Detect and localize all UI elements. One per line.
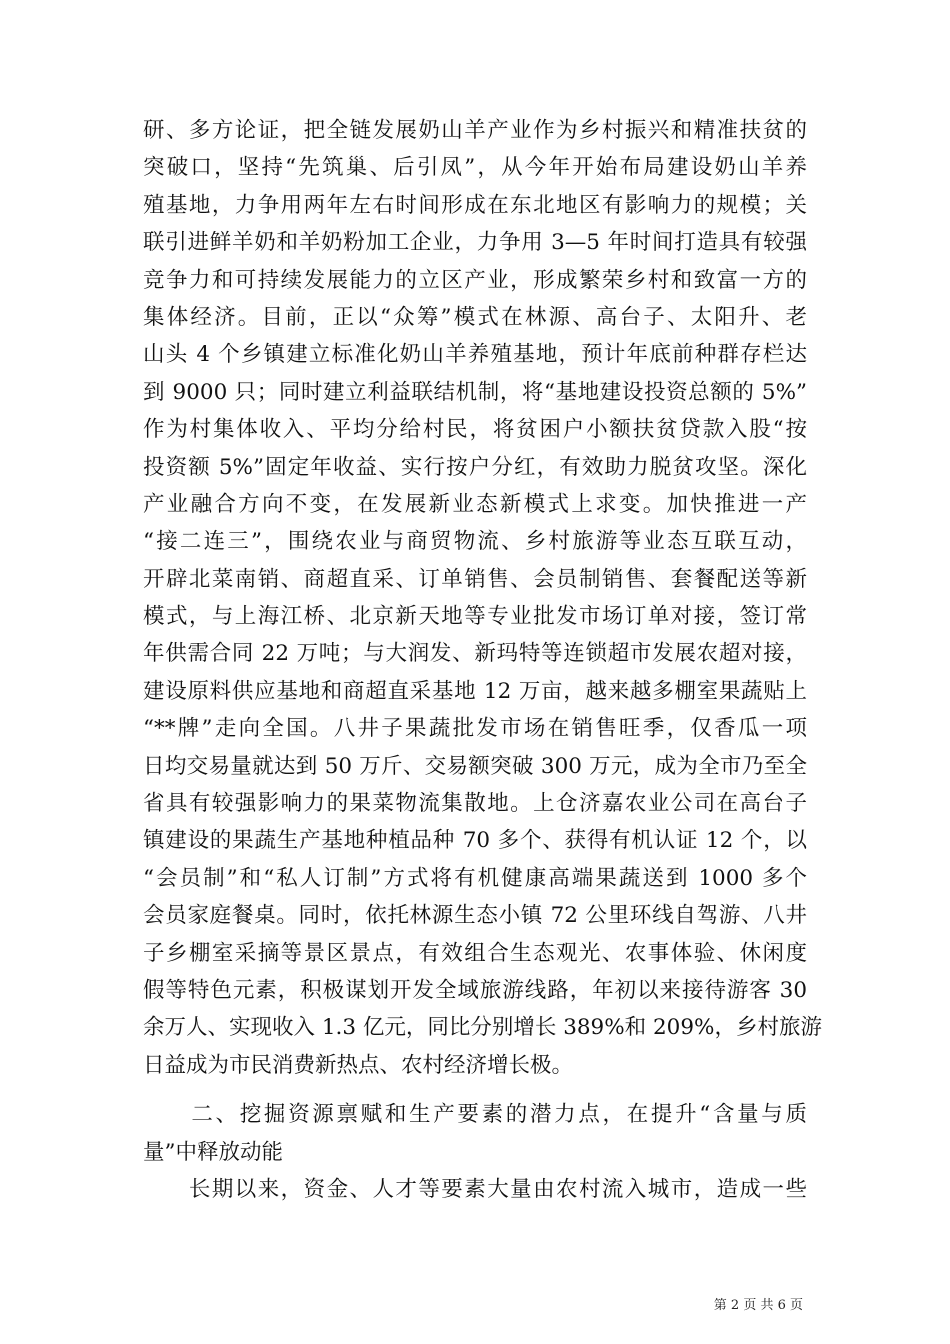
paragraph-line: 余万人、实现收入 1.3 亿元，同比分别增长 389%和 209%，乡村旅游 — [143, 1015, 822, 1041]
paragraph-line: 会员家庭餐桌。同时，依托林源生态小镇 72 公里环线自驾游、八井 — [143, 903, 807, 929]
paragraph-line: “**牌”走向全国。八井子果蔬批发市场在销售旺季，仅香瓜一项 — [143, 716, 807, 742]
paragraph-line: 建设原料供应基地和商超直采基地 12 万亩，越来越多棚室果蔬贴上 — [143, 678, 807, 704]
paragraph-line: 开辟北菜南销、商超直采、订单销售、会员制销售、套餐配送等新 — [143, 566, 807, 592]
paragraph-line: 突破口，坚持“先筑巢、后引凤”，从今年开始布局建设奶山羊养 — [143, 155, 807, 181]
paragraph-line: “接二连三”，围绕农业与商贸物流、乡村旅游等业态互联互动， — [143, 529, 807, 555]
paragraph-line: 年供需合同 22 万吨；与大润发、新玛特等连锁超市发展农超对接， — [143, 641, 807, 667]
paragraph-line: 作为村集体收入、平均分给村民，将贫困户小额扶贫贷款入股“按 — [143, 417, 807, 443]
body-text — [143, 112, 822, 1208]
section-heading-line: 量”中释放动能 — [143, 1139, 283, 1165]
paragraph-line: 山头 4 个乡镇建立标准化奶山羊养殖基地，预计年底前种群存栏达 — [143, 342, 807, 368]
paragraph-line: 日均交易量就达到 50 万斤、交易额突破 300 万元，成为全市乃至全 — [143, 753, 807, 779]
paragraph-gap — [143, 1084, 807, 1096]
paragraph-line: 省具有较强影响力的果菜物流集散地。上仓济嘉农业公司在高台子 — [143, 791, 807, 817]
paragraph-line: 日益成为市民消费新热点、农村经济增长极。 — [143, 1052, 574, 1078]
paragraph-line: 研、多方论证，把全链发展奶山羊产业作为乡村振兴和精准扶贫的 — [143, 118, 807, 143]
paragraph-line: 竞争力和可持续发展能力的立区产业，形成繁荣乡村和致富一方的 — [143, 267, 807, 293]
paragraph-line: 投资额 5%”固定年收益、实行按户分红，有效助力脱贫攻坚。深化 — [143, 454, 807, 480]
paragraph-line: 到 9000 只；同时建立利益联结机制，将“基地建设投资总额的 5%” — [143, 379, 807, 405]
section-heading-line: 二、挖掘资源禀赋和生产要素的潜力点，在提升“含量与质 — [143, 1102, 807, 1128]
paragraph-line: 联引进鲜羊奶和羊奶粉加工企业，力争用 3—5 年时间打造具有较强 — [143, 230, 807, 256]
paragraph-line: 殖基地，力争用两年左右时间形成在东北地区有影响力的规模；关 — [143, 192, 807, 218]
paragraph-line: 长期以来，资金、人才等要素大量由农村流入城市，造成一些 — [143, 1176, 807, 1202]
paragraph-line: 集体经济。目前，正以“众筹”模式在林源、高台子、太阳升、老 — [143, 304, 807, 330]
paragraph-line: 镇建设的果蔬生产基地种植品种 70 多个、获得有机认证 12 个，以 — [143, 828, 807, 854]
paragraph-line: 假等特色元素，积极谋划开发全域旅游线路，年初以来接待游客 30 — [143, 977, 807, 1003]
paragraph-line: 子乡棚室采摘等景区景点，有效组合生态观光、农事体验、休闲度 — [143, 940, 807, 966]
page-number: 第 2 页 共 6 页 — [713, 1298, 803, 1313]
paragraph-line: 产业融合方向不变，在发展新业态新模式上求变。加快推进一产 — [143, 491, 807, 517]
paragraph-line: “会员制”和“私人订制”方式将有机健康高端果蔬送到 1000 多个 — [143, 865, 807, 891]
paragraph-line: 模式，与上海江桥、北京新天地等专业批发市场订单对接，签订常 — [143, 604, 807, 630]
